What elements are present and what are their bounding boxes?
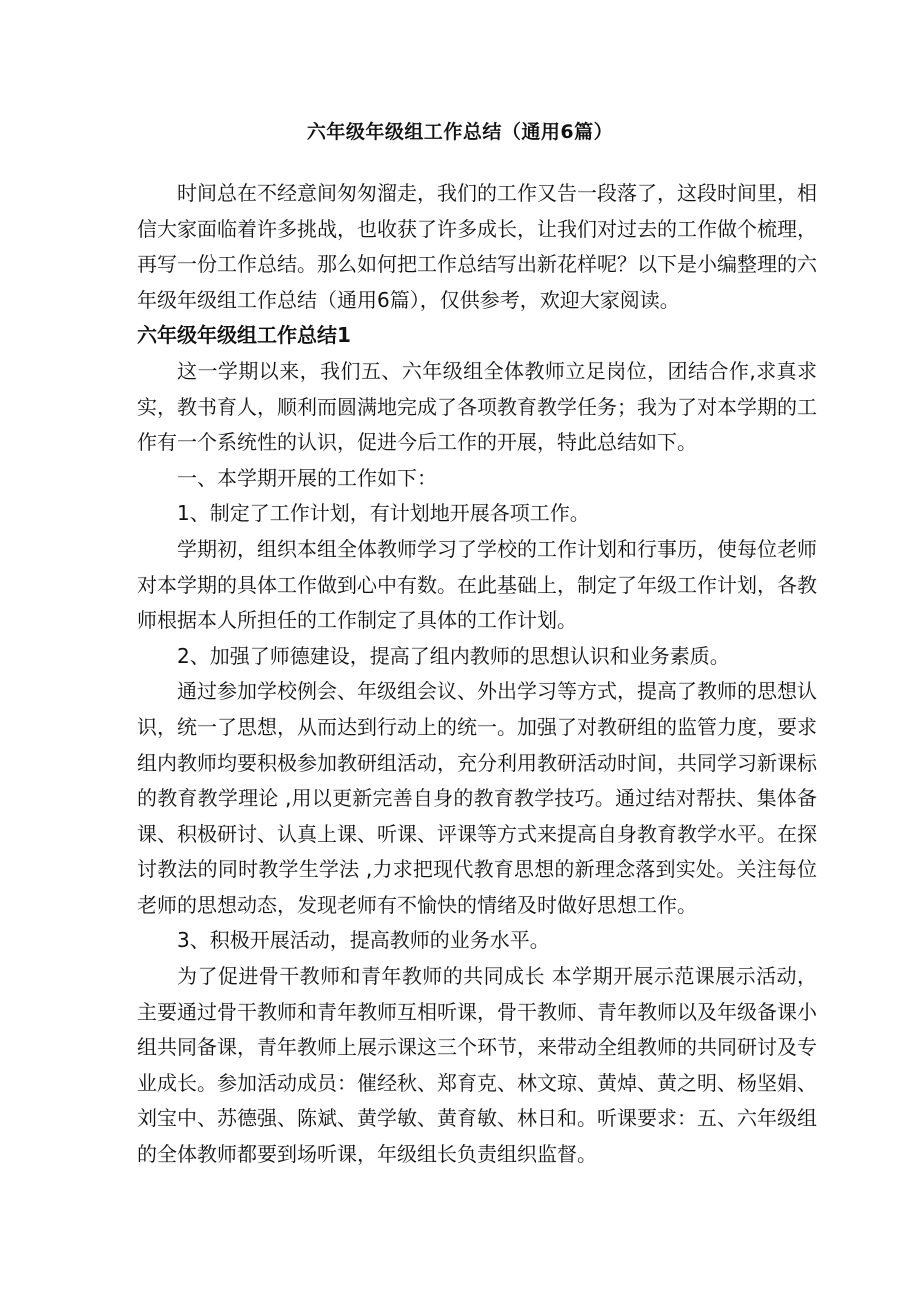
body-paragraph: 2、加强了师德建设，提高了组内教师的思想认识和业务素质。 bbox=[177, 643, 730, 668]
body-paragraph: 3、积极开展活动，提高教师的业务水平。 bbox=[177, 928, 550, 953]
section-heading: 六年级年级组工作总结1 bbox=[137, 323, 351, 348]
body-paragraph: 学期初，组织本组全体教师学习了学校的工作计划和行事历，使每位老师对本学期的具体工作做到心中有数。在此基础上，制定了年级工作计划，各教师根据本人所担任的工作制定了具体的工作计划。 bbox=[137, 536, 817, 633]
document-title: 六年级年级组工作总结（通用6篇） bbox=[306, 121, 614, 143]
body-paragraph: 这一学期以来，我们五、六年级组全体教师立足岗位，团结合作,求真求实，教书育人，顺利而圆满地完成了各项教育教学任务；我为了对本学期的工作有一个系统性的认识，促进今后工作的开展，特此总结如下。 bbox=[137, 358, 817, 455]
body-paragraph: 1、制定了工作计划，有计划地开展各项工作。 bbox=[177, 501, 590, 526]
body-paragraph: 一、本学期开展的工作如下： bbox=[177, 465, 437, 490]
body-paragraph: 为了促进骨干教师和青年教师的共同成长 本学期开展示范课展示活动，主要通过骨干教师和青年教师互相听课，骨干教师、青年教师以及年级备课小组共同备课，青年教师上展示课这三个环节，来带动全组教师的共同研讨及专业成长。参加活动成员：催经秋、郑育克、林文琼、黄焯、黄之明、杨坚娟、刘宝中、苏德强、陈斌、黄学敏、黄育敏、林日和。听课要求：五、六年级组的全体教师都要到场听课，年级组长负责组织监督。 bbox=[137, 964, 817, 1167]
document-body bbox=[137, 176, 817, 1173]
body-paragraph: 通过参加学校例会、年级组会议、外出学习等方式，提高了教师的思想认识，统一了思想，从而达到行动上的统一。加强了对教研组的监管力度，要求组内教师均要积极参加教研组活动，充分利用教研活动时间，共同学习新课标的教育教学理论 ,用以更新完善自身的教育教学技巧。通过结对帮扶、集体备课、积极研讨、认真上课、听课、评课等方式来提高自身教育教学水平。在探讨教法的同时教学生学法 ,力求把现代教育思想的新理念落到实处。关注每位老师的思想动态，发现老师有不愉快的情绪及时做好思想工作。 bbox=[137, 679, 817, 917]
intro-paragraph: 时间总在不经意间匆匆溜走，我们的工作又告一段落了，这段时间里，相信大家面临着许多挑战，也收获了许多成长，让我们对过去的工作做个梳理，再写一份工作总结。那么如何把工作总结写出新花样呢？以下是小编整理的六年级年级组工作总结（通用6篇），仅供参考，欢迎大家阅读。 bbox=[137, 181, 817, 312]
